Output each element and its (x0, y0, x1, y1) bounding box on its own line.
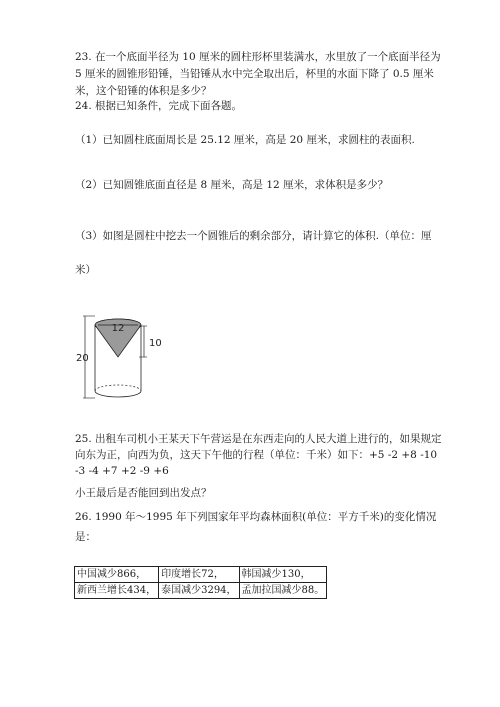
q25-line-1: 25. 出租车司机小王某天下午营运是在东西走向的人民大道上进行的，如果规定 (75, 433, 442, 445)
table-cell: 泰国减少3294， (159, 583, 239, 599)
table-cell: 中国减少866， (75, 567, 159, 583)
table-cell: 印度增长72， (159, 567, 239, 583)
q25-line-3: -3 -4 +7 +2 -9 +6 (75, 465, 169, 477)
q24-part-3-line-2: 米） (75, 264, 96, 276)
q23-line-1: 23. 在一个底面半径为 10 厘米的圆柱形杯里装满水，水里放了一个底面半径为 (75, 51, 441, 63)
q25-question: 小王最后是否能回到出发点？ (75, 487, 212, 499)
q23-line-2: 5 厘米的圆锥形铅锤，当铅锤从水中完全取出后，杯里的水面下降了 0.5 厘米 (75, 68, 434, 80)
table-cell: 韩国减少130， (239, 567, 327, 583)
figure-cone-height-label: 10 (149, 338, 162, 349)
q23-line-3: 米，这个铅锤的体积是多少？ (75, 85, 212, 97)
q25-line-2: 向东为正，向西为负，这天下午他的行程（单位：千米）如下：+5 -2 +8 -10 (75, 449, 438, 461)
figure-diameter-label: 12 (111, 323, 125, 334)
q24-title: 24. 根据已知条件，完成下面各题。 (75, 100, 243, 112)
q26-line-1: 26. 1990 年～1995 年下列国家年平均森林面积(单位：平方千米)的变化情况 (75, 511, 437, 523)
q24-part-1: （1）已知圆柱底面周长是 25.12 厘米，高是 20 厘米，求圆柱的表面积. (75, 134, 415, 146)
table-cell: 新西兰增长434， (75, 583, 159, 599)
q24-part-2: （2）已知圆锥底面直径是 8 厘米，高是 12 厘米，求体积是多少？ (75, 179, 389, 191)
figure-height-label: 20 (76, 353, 89, 364)
table-row (75, 567, 327, 583)
cylinder-cone-figure (76, 312, 176, 404)
q26-line-2: 是： (75, 531, 96, 543)
forest-change-table (74, 566, 327, 599)
q24-part-3-line-1: （3）如图是圆柱中挖去一个圆锥后的剩余部分，请计算它的体积.（单位：厘 (75, 230, 432, 242)
table-cell: 孟加拉国减少88。 (239, 583, 327, 599)
table-row (75, 583, 327, 599)
